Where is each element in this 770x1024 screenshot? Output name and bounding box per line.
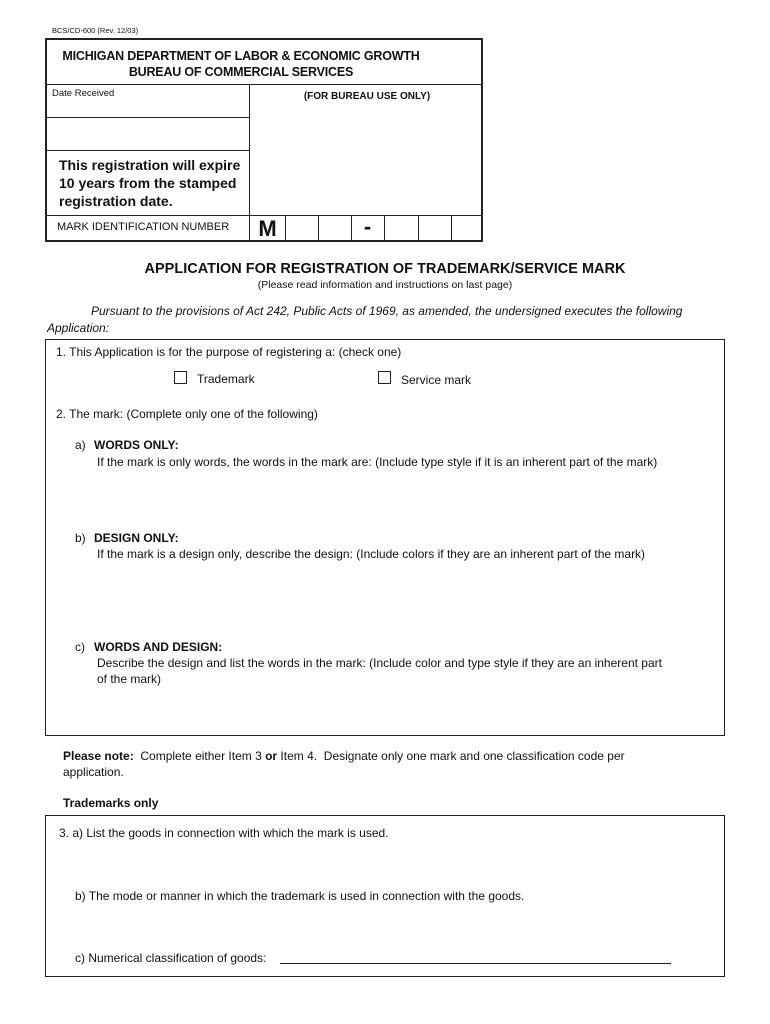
mark-id-digit-field[interactable] (385, 216, 417, 242)
words-only-prefix: a) (75, 438, 86, 452)
mark-id-digit-field[interactable] (319, 216, 350, 242)
form-code: BCS/CD-600 (Rev. 12/03) (52, 26, 139, 35)
divider (47, 150, 249, 151)
words-only-desc: If the mark is only words, the words in the mark are: (Include type style if it is an inherent part of the mark) (97, 455, 658, 469)
please-note-text: Complete either Item 3 (133, 749, 266, 763)
trademark-checkbox[interactable] (174, 371, 187, 384)
mark-id-digit-field[interactable] (452, 216, 481, 242)
design-only-prefix: b) (75, 531, 86, 545)
item-2-text: 2. The mark: (Complete only one of the following) (56, 407, 318, 421)
words-design-desc: Describe the design and list the words in the mark: (Include color and type style if they are an inherent part (97, 656, 662, 670)
words-design-field[interactable] (97, 690, 717, 732)
department-name (47, 48, 435, 80)
goods-list-field[interactable] (95, 845, 715, 883)
classification-underline (280, 963, 671, 964)
department-line: MICHIGAN DEPARTMENT OF LABOR & ECONOMIC GROWTH (62, 49, 420, 63)
expiration-line: 10 years from the stamped (59, 175, 237, 191)
divider (47, 117, 249, 118)
please-note-label: Please note: (63, 749, 134, 763)
mark-dash: - (363, 214, 372, 239)
mode-of-use-field[interactable] (95, 908, 715, 944)
words-only-title: WORDS ONLY: (94, 438, 179, 452)
pursuant-statement: Pursuant to the provisions of Act 242, Public Acts of 1969, as amended, the undersigned executes the following Application: (47, 304, 683, 335)
bureau-use-label: (FOR BUREAU USE ONLY) (303, 91, 431, 102)
form-title: APPLICATION FOR REGISTRATION OF TRADEMARK/SERVICE MARK (144, 261, 626, 277)
design-only-title: DESIGN ONLY: (94, 531, 179, 545)
trademark-label: Trademark (197, 372, 255, 386)
expiration-line: This registration will expire (59, 157, 241, 173)
design-only-field[interactable] (97, 566, 717, 636)
expiration-line: registration date. (59, 193, 173, 209)
date-received-label: Date Received (52, 88, 115, 99)
words-design-desc: of the mark) (97, 672, 162, 686)
classification-field[interactable] (280, 946, 671, 963)
divider (47, 84, 481, 85)
please-note-line2: application. (63, 765, 124, 779)
words-only-field[interactable] (97, 474, 717, 526)
item-3c-text: c) Numerical classification of goods: (75, 951, 267, 965)
please-note-or: or (265, 749, 278, 763)
header-box (45, 38, 483, 242)
mark-prefix: M (258, 216, 277, 241)
bureau-line: BUREAU OF COMMERCIAL SERVICES (128, 65, 354, 79)
expiration-notice (59, 156, 240, 210)
words-design-prefix: c) (75, 640, 85, 654)
form-subtitle: (Please read information and instructions on last page) (257, 279, 513, 291)
service-mark-label: Service mark (401, 373, 472, 387)
item-3b-text: b) The mode or manner in which the trademark is used in connection with the goods. (75, 889, 525, 903)
item-1-text: 1. This Application is for the purpose of registering a: (check one) (56, 345, 402, 359)
please-note (63, 748, 625, 764)
please-note-text: Item 4. Designate only one mark and one classification code per (277, 749, 625, 763)
words-design-title: WORDS AND DESIGN: (94, 640, 223, 654)
divider (285, 215, 286, 242)
design-only-desc: If the mark is a design only, describe the design: (Include colors if they are an inherent part of the mark) (97, 547, 646, 561)
mark-id-digit-field[interactable] (419, 216, 450, 242)
mark-id-label: MARK IDENTIFICATION NUMBER (57, 221, 230, 233)
trademarks-only-heading: Trademarks only (63, 796, 159, 810)
item-3a-text: 3. a) List the goods in connection with which the mark is used. (59, 826, 389, 840)
service-mark-checkbox[interactable] (378, 371, 391, 384)
